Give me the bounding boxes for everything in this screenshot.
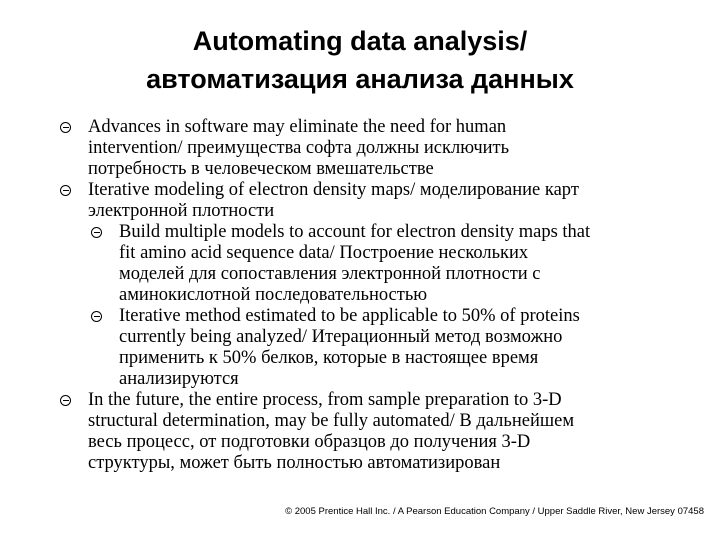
sub-bullet-text-line: Iterative method estimated to be applicable to 50% of proteins [119, 306, 580, 326]
bullet-text-line: Advances in software may eliminate the need for human [88, 117, 507, 137]
bullet-text-line: потребность в человеческом вмешательстве [88, 159, 434, 179]
bullet-item-future-automation [60, 390, 680, 474]
circle-bullet-icon [91, 227, 102, 238]
circle-bullet-icon [91, 311, 102, 322]
bullet-text-line: структуры, может быть полностью автоматизирован [88, 453, 501, 473]
bullet-text-line: весь процесс, от подготовки образцов до получения 3-D [88, 432, 531, 452]
title-line-russian: автоматизация анализа данных [146, 64, 574, 94]
sub-bullet-item-multiple-models [91, 222, 680, 306]
bullet-text-line: Iterative modeling of electron density maps/ моделирование карт [88, 180, 579, 200]
sub-bullet-text-line: анализируются [119, 369, 239, 389]
sub-bullet-text-line: currently being analyzed/ Итерационный метод возможно [119, 327, 563, 347]
bullet-item-iterative-modeling [60, 180, 680, 222]
sub-bullet-text-line: Build multiple models to account for electron density maps that [119, 222, 591, 242]
sub-bullet-item-iterative-method [91, 306, 680, 390]
sub-bullet-text-line: моделей для сопоставления электронной плотности с [119, 264, 541, 284]
circle-bullet-icon [60, 185, 71, 196]
bullet-text-line: In the future, the entire process, from sample preparation to 3-D [88, 390, 562, 410]
bullet-list [60, 117, 680, 474]
bullet-text-line: structural determination, may be fully automated/ В дальнейшем [88, 411, 575, 431]
sub-bullet-text-line: аминокислотной последовательностью [119, 285, 428, 305]
slide-title [0, 22, 720, 98]
bullet-text-line: intervention/ преимущества софта должны исключить [88, 138, 510, 158]
title-line-english: Automating data analysis/ [192, 26, 528, 56]
copyright-footer: © 2005 Prentice Hall Inc. / A Pearson Education Company / Upper Saddle River, New Jersey 07458 [285, 506, 704, 517]
bullet-item-software-advances [60, 117, 680, 180]
circle-bullet-icon [60, 122, 71, 133]
bullet-text-line: электронной плотности [88, 201, 275, 221]
sub-bullet-text-line: применить к 50% белков, которые в настоящее время [119, 348, 539, 368]
circle-bullet-icon [60, 395, 71, 406]
sub-bullet-text-line: fit amino acid sequence data/ Построение нескольких [119, 243, 529, 263]
